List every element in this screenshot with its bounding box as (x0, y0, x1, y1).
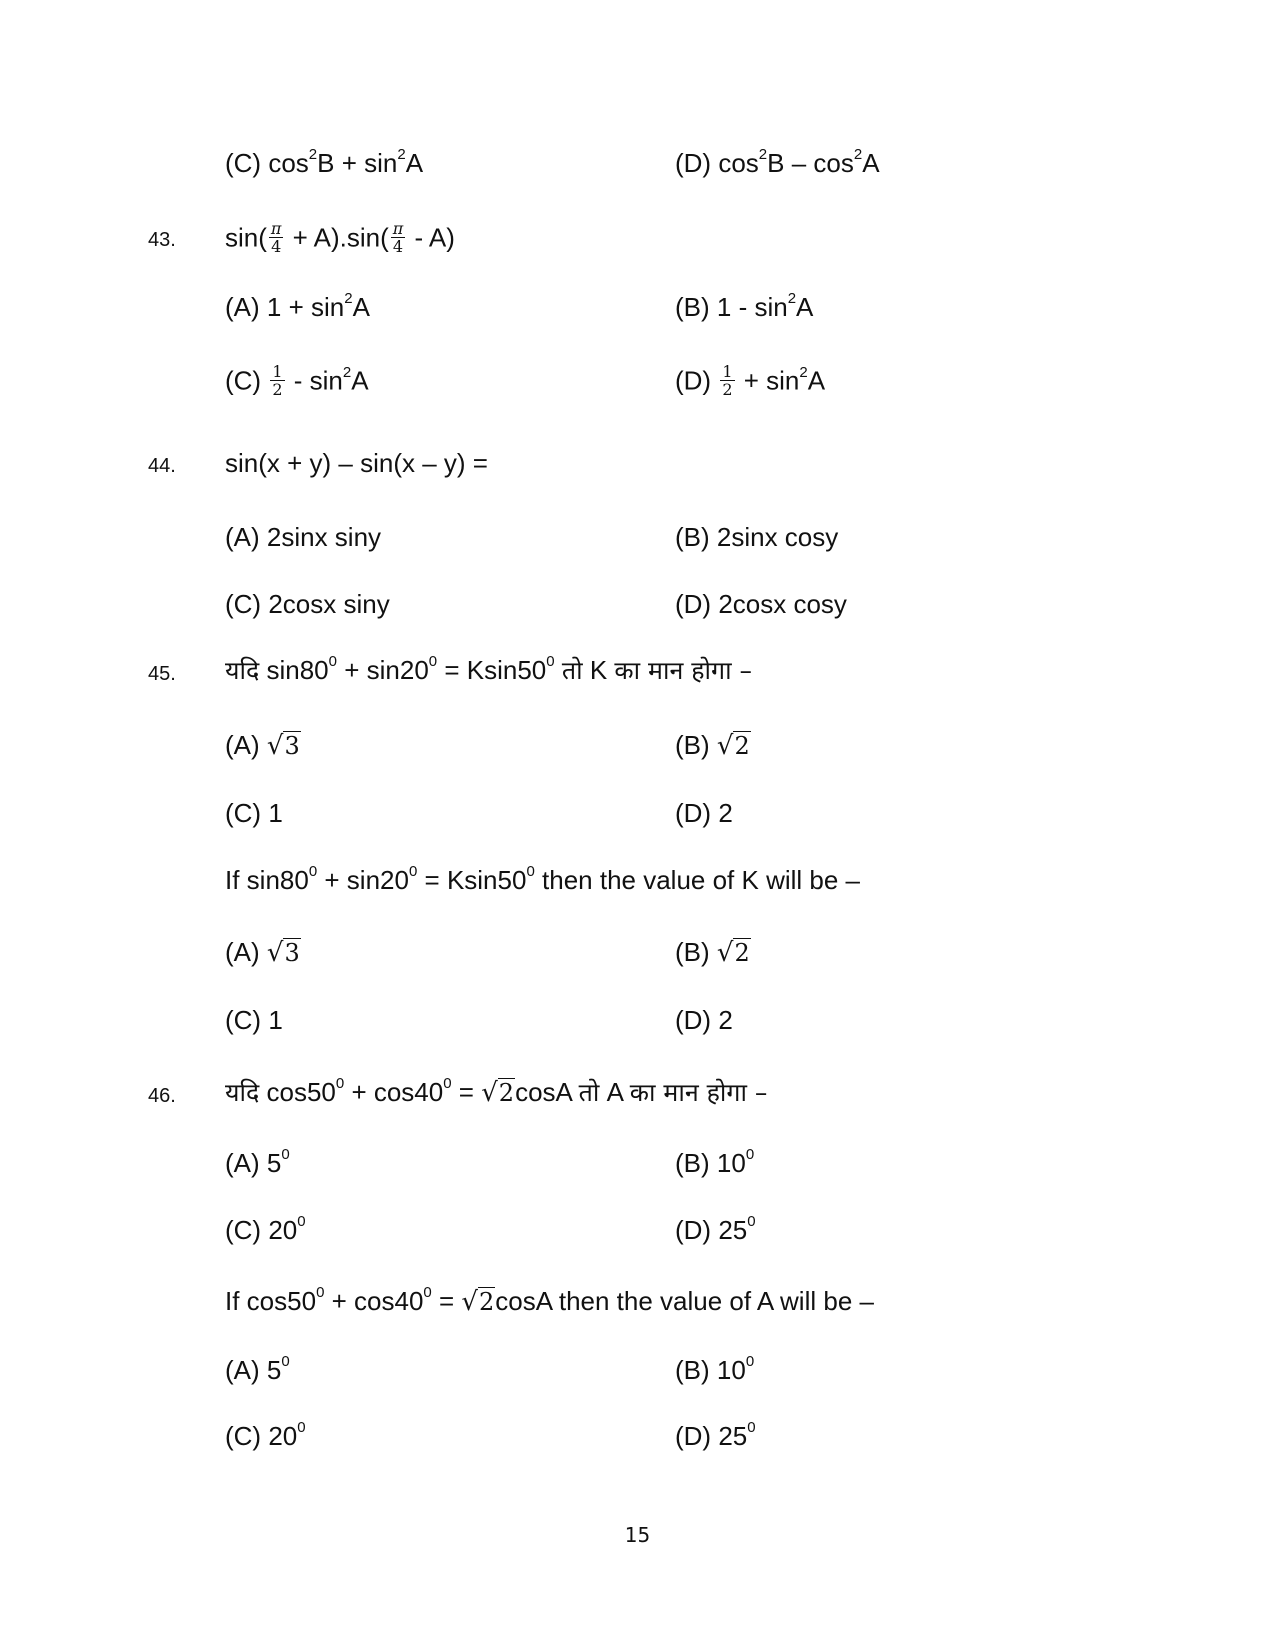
square-root (717, 938, 751, 968)
radicand: 2 (734, 732, 750, 760)
fraction-denominator: 4 (392, 237, 404, 256)
q43-stem (225, 219, 455, 257)
q46-english-text: + cos40 (324, 1286, 424, 1316)
q42-option-d-text-mid: B – cos (767, 148, 854, 178)
q45-stem-hindi (225, 655, 752, 686)
superscript: 2 (344, 290, 353, 308)
q44-option-d: (D) 2cosx cosy (675, 589, 847, 619)
q42-option-d-text: (D) cos (675, 148, 759, 178)
hindi-text: यदि (225, 1078, 260, 1107)
q45-option-d-english: (D) 2 (675, 1005, 733, 1035)
option-text: (D) 25 (675, 1215, 748, 1245)
radicand: 2 (478, 1288, 495, 1316)
superscript: 0 (281, 1353, 290, 1371)
variable: A (599, 1077, 630, 1107)
q45-english-text: then the value of K will be – (534, 865, 860, 895)
q42-option-d (675, 148, 880, 178)
q45-option-b-english (675, 937, 751, 968)
variable: A (807, 365, 826, 396)
radical-sign: √ (266, 938, 284, 968)
q42-option-c (225, 148, 423, 178)
option-text: (D) 25 (675, 1421, 748, 1451)
q42-option-d-text-end: A (862, 148, 880, 178)
superscript: 0 (745, 1353, 755, 1371)
q43-option-d (675, 362, 826, 400)
radicand: 3 (284, 732, 300, 760)
q43-option-d-label: (D) (675, 365, 719, 396)
option-text: (C) 20 (225, 1215, 298, 1245)
superscript: 0 (308, 863, 318, 881)
q43-stem-text-end: - A) (407, 222, 455, 253)
q45-stem-english (225, 865, 860, 895)
q46-stem-text: cosA (515, 1077, 579, 1107)
superscript: 2 (342, 363, 352, 381)
option-label: (B) (675, 937, 717, 967)
q45-option-c: (C) 1 (225, 798, 283, 828)
q45-option-d: (D) 2 (675, 798, 733, 828)
square-root (267, 731, 301, 761)
q46-option-a-english (225, 1355, 290, 1385)
superscript: 2 (799, 363, 808, 381)
superscript: 0 (408, 863, 418, 881)
square-root (717, 731, 751, 761)
q42-option-c-text-end: A (405, 148, 424, 178)
radical-sign: √ (266, 731, 284, 761)
q43-stem-text: sin( (225, 222, 267, 253)
variable: A (351, 365, 369, 396)
superscript: 2 (853, 146, 863, 164)
option-text: (A) 5 (225, 1148, 282, 1178)
q46-english-text: cosA then the value of A will be – (495, 1286, 874, 1316)
q45-stem-text: = Ksin50 (437, 655, 547, 685)
hindi-text: यदि (225, 656, 260, 685)
superscript: 2 (787, 290, 797, 308)
q45-english-text: = Ksin50 (417, 865, 527, 895)
fraction-numerator: 1 (272, 362, 283, 381)
fraction-pi-over-4 (269, 220, 284, 255)
q43-option-c-label: (C) (225, 365, 269, 396)
question-number-46: 46. (148, 1085, 176, 1107)
option-text: (A) 5 (225, 1355, 282, 1385)
fraction-pi-over-4 (391, 220, 406, 255)
fraction-denominator: 2 (722, 380, 733, 399)
variable: A (796, 292, 814, 322)
q44-option-a: (A) 2sinx siny (225, 522, 382, 552)
option-text: (B) 10 (675, 1148, 746, 1178)
superscript: 0 (423, 1284, 432, 1302)
q46-stem-hindi (225, 1077, 767, 1108)
q43-option-b-text: (B) 1 - sin (675, 292, 788, 322)
q44-stem: sin(x + y) – sin(x – y) = (225, 448, 488, 478)
fraction-denominator: 2 (272, 380, 283, 399)
superscript: 0 (747, 1419, 756, 1437)
q46-option-c (225, 1215, 306, 1245)
radicand: 2 (734, 939, 750, 967)
q45-option-c-english: (C) 1 (225, 1005, 283, 1035)
q43-option-c (225, 362, 369, 400)
radical-sign: √ (461, 1287, 478, 1317)
q43-option-a (225, 292, 370, 322)
superscript: 0 (428, 653, 438, 671)
superscript: 0 (297, 1419, 306, 1437)
q45-english-text: + sin20 (317, 865, 409, 895)
q46-option-a (225, 1148, 290, 1178)
fraction-denominator: 4 (271, 237, 282, 256)
option-text: (B) 10 (675, 1355, 746, 1385)
superscript: 0 (443, 1075, 452, 1093)
q44-option-b: (B) 2sinx cosy (675, 522, 839, 552)
superscript: 0 (328, 653, 337, 671)
fraction-numerator: π (392, 219, 404, 238)
superscript: 0 (526, 863, 535, 881)
q44-option-c: (C) 2cosx siny (225, 589, 390, 619)
q42-option-c-text: (C) cos (225, 148, 309, 178)
superscript: 2 (758, 146, 768, 164)
q46-option-c-english (225, 1421, 306, 1451)
superscript: 0 (745, 1146, 755, 1164)
q45-option-a-english (225, 937, 301, 968)
q46-english-text: = (431, 1286, 462, 1316)
option-label: (A) (225, 730, 267, 760)
variable: A (352, 292, 370, 322)
fraction-numerator: π (270, 219, 282, 238)
q46-stem-english (225, 1286, 874, 1317)
hindi-text: तो (578, 1078, 600, 1107)
q43-option-b (675, 292, 813, 322)
option-text: (C) 20 (225, 1421, 298, 1451)
fraction-one-half (270, 363, 284, 398)
superscript: 0 (316, 1284, 325, 1302)
q43-option-a-text: (A) 1 + sin (225, 292, 345, 322)
option-label: (B) (675, 730, 717, 760)
question-number-45: 45. (148, 663, 176, 685)
question-number-43: 43. (148, 229, 176, 251)
q46-stem-text: cos50 (259, 1077, 336, 1107)
q45-option-b (675, 730, 751, 761)
superscript: 0 (747, 1213, 756, 1231)
superscript: 0 (335, 1075, 345, 1093)
q46-stem-text: = (451, 1077, 482, 1107)
q45-option-a (225, 730, 301, 761)
radicand: 3 (284, 939, 300, 967)
q42-option-c-text-mid: B + sin (317, 148, 398, 178)
q43-option-c-text: - sin (286, 365, 343, 396)
page-number: 15 (624, 1523, 651, 1547)
q43-option-d-text: + sin (736, 365, 800, 396)
radical-sign: √ (716, 938, 734, 968)
radical-sign: √ (716, 731, 734, 761)
q46-option-b-english (675, 1355, 754, 1385)
q46-option-d-english (675, 1421, 756, 1451)
q46-english-text: If cos50 (225, 1286, 317, 1316)
square-root (461, 1287, 495, 1317)
hindi-text: का मान होगा – (629, 1078, 768, 1107)
radicand: 2 (498, 1079, 515, 1107)
q45-english-text: If sin80 (225, 865, 309, 895)
fraction-one-half (720, 363, 734, 398)
superscript: 2 (308, 146, 318, 164)
fraction-numerator: 1 (722, 362, 733, 381)
option-label: (A) (225, 937, 267, 967)
superscript: 0 (281, 1146, 290, 1164)
q43-stem-text-mid: + A).sin( (285, 222, 389, 253)
q46-stem-text: + cos40 (344, 1077, 444, 1107)
square-root (481, 1078, 515, 1108)
question-number-44: 44. (148, 455, 176, 477)
variable: K (582, 655, 615, 685)
q46-option-b (675, 1148, 754, 1178)
q46-option-d (675, 1215, 756, 1245)
q45-stem-text: + sin20 (337, 655, 429, 685)
superscript: 2 (397, 146, 406, 164)
square-root (267, 938, 301, 968)
q45-stem-text: sin80 (259, 655, 329, 685)
superscript: 0 (546, 653, 555, 671)
hindi-text: तो (561, 656, 583, 685)
radical-sign: √ (481, 1078, 498, 1108)
hindi-text: का मान होगा – (614, 656, 753, 685)
superscript: 0 (297, 1213, 306, 1231)
